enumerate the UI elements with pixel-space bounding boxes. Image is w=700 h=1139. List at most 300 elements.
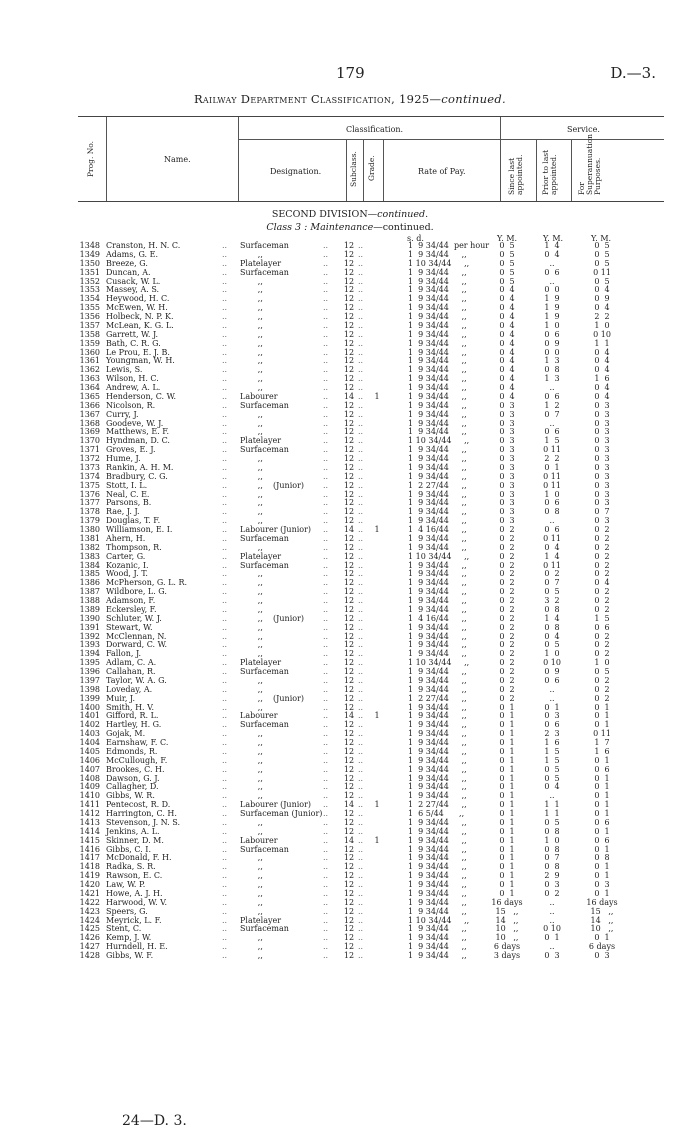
name-cell: Carter, G. xyxy=(106,551,146,561)
rate-of-pay-cell: 1 9 34/44 ,, xyxy=(408,880,467,889)
service-superannuation-cell: 0 1 xyxy=(594,755,610,765)
prog-no-cell: 1377 xyxy=(79,498,100,508)
grade-cell: 1 xyxy=(374,835,380,845)
leader-dots-cell: .. xyxy=(323,400,329,410)
service-since-last-cell: 0 1 xyxy=(499,791,515,801)
leader-dots-cell: .. xyxy=(358,738,364,747)
leader-dots-cell: .. xyxy=(222,693,228,703)
designation-cell: ,, xyxy=(240,906,263,916)
subclass-cell: 12 xyxy=(343,267,355,277)
service-since-last-cell: 0 4 xyxy=(499,338,515,348)
designation-cell: ,, xyxy=(240,631,263,641)
service-prior-last-cell: 1 1 xyxy=(544,809,560,818)
service-since-last-cell: 0 4 xyxy=(499,374,515,384)
subclass-cell: 12 xyxy=(343,942,355,952)
prog-no-cell: 1389 xyxy=(79,604,100,614)
rate-of-pay-cell: 1 9 34/44 ,, xyxy=(408,746,467,756)
rate-of-pay-cell: 1 9 34/44 ,, xyxy=(408,312,467,321)
subclass-cell: 12 xyxy=(343,480,355,490)
prog-no-cell: 1379 xyxy=(79,516,100,526)
service-since-last-cell: 0 1 xyxy=(499,773,515,783)
service-prior-last-cell: .. xyxy=(549,693,555,703)
leader-dots-cell: .. xyxy=(323,258,329,268)
service-superannuation-cell: 0 10 xyxy=(593,329,611,339)
leader-dots-cell: .. xyxy=(222,888,228,898)
subclass-cell: 12 xyxy=(343,951,355,960)
prog-no-cell: 1404 xyxy=(79,738,100,747)
leader-dots-cell: .. xyxy=(323,773,329,783)
designation-cell: ,, xyxy=(240,649,263,659)
subclass-cell: 12 xyxy=(343,924,355,934)
service-superannuation-cell: 0 2 xyxy=(594,560,610,570)
leader-dots-cell: .. xyxy=(222,880,228,889)
leader-dots-cell: .. xyxy=(222,631,228,641)
leader-dots-cell: .. xyxy=(323,285,329,295)
prog-no-cell: 1416 xyxy=(79,844,100,854)
leader-dots-cell: .. xyxy=(323,711,329,721)
name-cell: McDonald, F. H. xyxy=(106,853,172,863)
table-body xyxy=(0,242,700,961)
service-prior-last-cell: .. xyxy=(549,276,555,286)
name-cell: Heywood, H. C. xyxy=(106,294,170,304)
service-superannuation-cell: 0 2 xyxy=(594,533,610,543)
leader-dots-cell: .. xyxy=(358,853,364,863)
leader-dots-cell: .. xyxy=(222,791,228,801)
leader-dots-cell: .. xyxy=(358,480,364,490)
service-superannuation-cell: 0 1 xyxy=(594,791,610,801)
service-since-last-cell: 0 4 xyxy=(499,294,515,304)
leader-dots-cell: .. xyxy=(358,844,364,854)
rate-of-pay-cell: 1 9 34/44 ,, xyxy=(408,729,467,739)
service-since-last-cell: 0 2 xyxy=(499,622,515,632)
subclass-cell: 12 xyxy=(343,764,355,774)
designation-cell: Platelayer xyxy=(240,658,282,668)
service-superannuation-cell: 0 3 xyxy=(594,436,610,446)
prog-no-cell: 1359 xyxy=(79,338,100,348)
prog-no-cell: 1380 xyxy=(79,525,100,534)
rate-of-pay-cell: 1 9 34/44 ,, xyxy=(408,720,467,730)
leader-dots-cell: .. xyxy=(358,498,364,508)
class-heading xyxy=(0,222,700,233)
leader-dots-cell: .. xyxy=(222,853,228,863)
name-cell: Skinner, D. M. xyxy=(106,835,164,845)
service-since-last-cell: 0 4 xyxy=(499,347,515,357)
designation-cell: Surfaceman xyxy=(240,445,289,455)
leader-dots-cell: .. xyxy=(358,241,364,250)
leader-dots-cell: .. xyxy=(222,826,228,836)
designation-cell: Surfaceman xyxy=(240,400,289,410)
service-superannuation-cell: 1 5 xyxy=(594,613,610,623)
subclass-cell: 12 xyxy=(343,613,355,623)
service-prior-last-cell: 0 9 xyxy=(544,667,560,676)
prog-no-cell: 1351 xyxy=(79,267,100,277)
name-cell: Hurndell, H. E. xyxy=(106,942,168,952)
division-continued: continued. xyxy=(377,209,429,220)
service-since-last-cell: 0 5 xyxy=(499,258,515,268)
leader-dots-cell: .. xyxy=(323,294,329,304)
leader-dots-cell: .. xyxy=(222,817,228,827)
service-since-last-cell: 0 3 xyxy=(499,462,515,472)
service-since-last-cell: 0 3 xyxy=(499,471,515,481)
service-since-last-cell: 0 3 xyxy=(499,516,515,526)
leader-dots-cell: .. xyxy=(358,294,364,304)
service-prior-last-cell: 0 6 xyxy=(544,675,560,685)
subclass-cell: 12 xyxy=(343,897,355,907)
subclass-cell: 12 xyxy=(343,791,355,801)
leader-dots-cell: .. xyxy=(323,329,329,339)
designation-cell: ,, xyxy=(240,489,263,499)
leader-dots-cell: .. xyxy=(358,267,364,277)
subclass-cell: 12 xyxy=(343,738,355,747)
leader-dots-cell: .. xyxy=(358,693,364,703)
name-cell: Gibbs, W. F. xyxy=(106,951,154,960)
service-since-last-cell: 0 2 xyxy=(499,525,515,534)
leader-dots-cell: .. xyxy=(323,622,329,632)
leader-dots-cell: .. xyxy=(222,303,228,313)
prog-no-cell: 1406 xyxy=(79,755,100,765)
name-cell: Wilson, H. C. xyxy=(106,374,159,384)
leader-dots-cell: .. xyxy=(323,498,329,508)
leader-dots-cell: .. xyxy=(358,800,364,810)
prog-no-cell: 1403 xyxy=(79,729,100,739)
leader-dots-cell: .. xyxy=(358,383,364,392)
subclass-cell: 12 xyxy=(343,276,355,286)
prog-no-cell: 1350 xyxy=(79,258,100,268)
rate-of-pay-cell: 1 10 34/44 ,, xyxy=(408,258,470,268)
subclass-cell: 12 xyxy=(343,658,355,668)
designation-cell: ,, xyxy=(240,933,263,943)
service-since-last-cell: 0 5 xyxy=(499,267,515,277)
rate-of-pay-cell: 1 9 34/44 ,, xyxy=(408,862,467,872)
leader-dots-cell: .. xyxy=(358,640,364,650)
service-prior-last-cell: 1 5 xyxy=(544,755,560,765)
service-since-last-cell: 0 2 xyxy=(499,675,515,685)
header-grade: Grade. xyxy=(367,155,376,181)
leader-dots-cell: .. xyxy=(222,871,228,881)
division-title: SECOND DIVISION— xyxy=(271,209,378,220)
service-prior-last-cell: 1 3 xyxy=(544,374,560,384)
service-prior-last-cell: 0 1 xyxy=(544,462,560,472)
designation-cell: ,, xyxy=(240,622,263,632)
subclass-cell: 12 xyxy=(343,400,355,410)
subclass-cell: 14 xyxy=(343,525,355,534)
service-superannuation-cell: 0 2 xyxy=(594,587,610,597)
title-continued: continued. xyxy=(441,92,507,106)
leader-dots-cell: .. xyxy=(222,507,228,517)
service-since-last-cell: 3 days xyxy=(493,951,521,960)
subclass-cell: 12 xyxy=(343,826,355,836)
service-superannuation-cell: 1 1 xyxy=(594,338,610,348)
rate-of-pay-cell: 1 9 34/44 ,, xyxy=(408,826,467,836)
service-superannuation-cell: 0 5 xyxy=(594,667,610,676)
service-since-last-cell: 0 2 xyxy=(499,578,515,588)
leader-dots-cell: .. xyxy=(222,329,228,339)
leader-dots-cell: .. xyxy=(222,596,228,605)
service-superannuation-cell: 0 2 xyxy=(594,542,610,552)
service-prior-last-cell: 1 6 xyxy=(544,738,560,747)
service-prior-last-cell: 1 5 xyxy=(544,436,560,446)
service-prior-last-cell: 1 4 xyxy=(544,551,560,561)
leader-dots-cell: .. xyxy=(323,391,329,401)
service-since-last-cell: 0 2 xyxy=(499,649,515,659)
name-cell: Massey, A. S. xyxy=(106,285,160,295)
leader-dots-cell: .. xyxy=(358,613,364,623)
service-superannuation-cell: 15 ,, xyxy=(590,906,614,916)
leader-dots-cell: .. xyxy=(358,569,364,579)
name-cell: Edmonds, R. xyxy=(106,746,158,756)
rate-of-pay-cell: 1 9 34/44 ,, xyxy=(408,906,467,916)
prog-no-cell: 1367 xyxy=(79,409,100,419)
service-prior-last-cell: .. xyxy=(549,942,555,952)
service-prior-last-cell: 0 3 xyxy=(544,880,560,889)
service-superannuation-cell: 0 6 xyxy=(594,817,610,827)
designation-cell: ,, xyxy=(240,454,263,463)
leader-dots-cell: .. xyxy=(323,347,329,357)
leader-dots-cell: .. xyxy=(323,427,329,437)
grade-cell: 1 xyxy=(374,711,380,721)
service-since-last-cell: 0 2 xyxy=(499,631,515,641)
service-prior-last-cell: 0 2 xyxy=(544,569,560,579)
rate-of-pay-cell: 1 9 34/44 ,, xyxy=(408,604,467,614)
leader-dots-cell: .. xyxy=(323,613,329,623)
designation-cell: ,, xyxy=(240,347,263,357)
designation-cell: Platelayer xyxy=(240,551,282,561)
prog-no-cell: 1418 xyxy=(79,862,100,872)
leader-dots-cell: .. xyxy=(323,436,329,446)
rate-of-pay-cell: 1 9 34/44 ,, xyxy=(408,640,467,650)
leader-dots-cell: .. xyxy=(358,560,364,570)
leader-dots-cell: .. xyxy=(222,800,228,810)
leader-dots-cell: .. xyxy=(222,640,228,650)
service-prior-last-cell: 0 0 xyxy=(544,347,560,357)
leader-dots-cell: .. xyxy=(222,258,228,268)
service-prior-last-cell: 0 11 xyxy=(543,560,561,570)
header-rate: Rate of Pay. xyxy=(418,167,466,176)
subclass-cell: 12 xyxy=(343,436,355,446)
subclass-cell: 12 xyxy=(343,303,355,313)
leader-dots-cell: .. xyxy=(222,711,228,721)
prog-no-cell: 1349 xyxy=(79,249,100,259)
leader-dots-cell: .. xyxy=(358,622,364,632)
leader-dots-cell: .. xyxy=(358,578,364,588)
designation-cell: Surfaceman xyxy=(240,844,289,854)
prog-no-cell: 1402 xyxy=(79,720,100,730)
service-since-last-cell: 0 3 xyxy=(499,498,515,508)
leader-dots-cell: .. xyxy=(358,924,364,934)
designation-cell: ,, xyxy=(240,383,263,392)
service-superannuation-cell: 0 4 xyxy=(594,356,610,366)
name-cell: McClennan, N. xyxy=(106,631,167,641)
leader-dots-cell: .. xyxy=(323,942,329,952)
division-heading xyxy=(0,209,700,220)
service-since-last-cell: 0 1 xyxy=(499,826,515,836)
name-cell: Hartley, H. G. xyxy=(106,720,162,730)
leader-dots-cell: .. xyxy=(358,551,364,561)
service-prior-last-cell: 0 5 xyxy=(544,587,560,597)
subclass-cell: 12 xyxy=(343,551,355,561)
leader-dots-cell: .. xyxy=(323,738,329,747)
rate-of-pay-cell: 1 9 34/44 ,, xyxy=(408,755,467,765)
designation-cell: ,, xyxy=(240,365,263,375)
leader-dots-cell: .. xyxy=(358,711,364,721)
prog-no-cell: 1398 xyxy=(79,684,100,694)
prog-no-cell: 1381 xyxy=(79,533,100,543)
leader-dots-cell: .. xyxy=(323,809,329,818)
designation-cell: ,, xyxy=(240,862,263,872)
prog-no-cell: 1410 xyxy=(79,791,100,801)
service-superannuation-cell: 0 4 xyxy=(594,285,610,295)
subclass-cell: 12 xyxy=(343,631,355,641)
service-superannuation-cell: 0 5 xyxy=(594,258,610,268)
subclass-cell: 12 xyxy=(343,498,355,508)
rate-of-pay-cell: 1 9 34/44 ,, xyxy=(408,533,467,543)
name-cell: Speers, G. xyxy=(106,906,148,916)
leader-dots-cell: .. xyxy=(323,693,329,703)
prog-no-cell: 1374 xyxy=(79,471,100,481)
service-prior-last-cell: 0 4 xyxy=(544,542,560,552)
grade-cell: 1 xyxy=(374,800,380,810)
service-since-last-cell: 0 3 xyxy=(499,507,515,517)
leader-dots-cell: .. xyxy=(358,729,364,739)
leader-dots-cell: .. xyxy=(358,356,364,366)
subclass-cell: 12 xyxy=(343,383,355,392)
service-superannuation-cell: 0 9 xyxy=(594,294,610,304)
name-cell: Rankin, A. H. M. xyxy=(106,462,174,472)
rate-of-pay-cell: 1 9 34/44 ,, xyxy=(408,249,467,259)
subclass-cell: 12 xyxy=(343,888,355,898)
prog-no-cell: 1363 xyxy=(79,374,100,384)
service-since-last-cell: 0 4 xyxy=(499,303,515,313)
header-prog-no: Prog. No. xyxy=(86,140,95,177)
leader-dots-cell: .. xyxy=(358,746,364,756)
subclass-cell: 12 xyxy=(343,906,355,916)
designation-cell: ,, xyxy=(240,817,263,827)
designation-cell: ,, xyxy=(240,312,263,321)
prog-no-cell: 1414 xyxy=(79,826,100,836)
rate-of-pay-cell: 1 9 34/44 ,, xyxy=(408,622,467,632)
subclass-cell: 12 xyxy=(343,649,355,659)
subclass-cell: 12 xyxy=(343,604,355,614)
leader-dots-cell: .. xyxy=(323,951,329,960)
service-superannuation-cell: 0 1 xyxy=(594,809,610,818)
subclass-cell: 12 xyxy=(343,853,355,863)
leader-dots-cell: .. xyxy=(222,613,228,623)
leader-dots-cell: .. xyxy=(358,303,364,313)
service-superannuation-cell: 0 4 xyxy=(594,347,610,357)
rate-of-pay-cell: 1 9 34/44 ,, xyxy=(408,702,467,712)
subclass-cell: 14 xyxy=(343,391,355,401)
designation-cell: ,, xyxy=(240,640,263,650)
service-superannuation-cell: 0 2 xyxy=(594,596,610,605)
designation-cell: ,, xyxy=(240,471,263,481)
name-cell: McPherson, G. L. R. xyxy=(106,578,188,588)
leader-dots-cell: .. xyxy=(222,933,228,943)
rate-of-pay-cell: 1 9 34/44 ,, xyxy=(408,320,467,330)
name-cell: Stott, I. L. xyxy=(106,480,148,490)
grade-cell: 1 xyxy=(374,525,380,534)
subclass-cell: 12 xyxy=(343,533,355,543)
leader-dots-cell: .. xyxy=(323,418,329,428)
designation-cell: ,, xyxy=(240,329,263,339)
designation-cell: ,, xyxy=(240,746,263,756)
service-since-last-cell: 14 ,, xyxy=(495,915,519,925)
service-prior-last-cell: 1 2 xyxy=(544,400,560,410)
prog-no-cell: 1365 xyxy=(79,391,100,401)
rate-of-pay-cell: 1 9 34/44 ,, xyxy=(408,951,467,960)
unit-ym-3: Y. M. xyxy=(591,234,612,243)
service-prior-last-cell: 0 11 xyxy=(543,480,561,490)
leader-dots-cell: .. xyxy=(222,276,228,286)
name-cell: Gibbs, C. I. xyxy=(106,844,152,854)
service-prior-last-cell: 0 8 xyxy=(544,826,560,836)
leader-dots-cell: .. xyxy=(222,400,228,410)
rate-of-pay-cell: 1 9 34/44 ,, xyxy=(408,285,467,295)
leader-dots-cell: .. xyxy=(323,569,329,579)
designation-cell: Labourer xyxy=(240,391,278,401)
prog-no-cell: 1396 xyxy=(79,667,100,676)
rate-of-pay-cell: 1 9 34/44 ,, xyxy=(408,400,467,410)
prog-no-cell: 1355 xyxy=(79,303,100,313)
service-superannuation-cell: 0 3 xyxy=(594,427,610,437)
leader-dots-cell: .. xyxy=(222,569,228,579)
prog-no-cell: 1386 xyxy=(79,578,100,588)
leader-dots-cell: .. xyxy=(222,383,228,392)
subclass-cell: 12 xyxy=(343,640,355,650)
subclass-cell: 12 xyxy=(343,933,355,943)
name-cell: Wildbore, L. G. xyxy=(106,587,167,597)
rate-of-pay-cell: 1 9 34/44 ,, xyxy=(408,383,467,392)
leader-dots-cell: .. xyxy=(323,480,329,490)
name-cell: McCullough, F. xyxy=(106,755,168,765)
rate-of-pay-cell: 1 9 34/44 ,, xyxy=(408,356,467,366)
service-superannuation-cell: 0 3 xyxy=(594,400,610,410)
header-subclass: Subclass. xyxy=(349,151,358,187)
subclass-cell: 12 xyxy=(343,347,355,357)
service-superannuation-cell: 0 1 xyxy=(594,844,610,854)
subclass-cell: 12 xyxy=(343,471,355,481)
service-prior-last-cell: 2 3 xyxy=(544,729,560,739)
unit-ym-1: Y. M. xyxy=(497,234,518,243)
name-cell: Callagher, D. xyxy=(106,782,159,792)
table-header xyxy=(78,116,664,202)
leader-dots-cell: .. xyxy=(323,578,329,588)
service-since-last-cell: 0 2 xyxy=(499,684,515,694)
subclass-cell: 14 xyxy=(343,800,355,810)
leader-dots-cell: .. xyxy=(358,445,364,455)
class-name: Maintenance xyxy=(310,222,374,233)
rate-of-pay-cell: 1 9 34/44 ,, xyxy=(408,560,467,570)
leader-dots-cell: .. xyxy=(323,649,329,659)
service-prior-last-cell: 0 10 xyxy=(543,658,561,668)
leader-dots-cell: .. xyxy=(323,658,329,668)
leader-dots-cell: .. xyxy=(323,888,329,898)
leader-dots-cell: .. xyxy=(358,338,364,348)
designation-cell: ,, xyxy=(240,684,263,694)
service-since-last-cell: 0 3 xyxy=(499,427,515,437)
subclass-cell: 12 xyxy=(343,755,355,765)
designation-cell: ,, xyxy=(240,320,263,330)
leader-dots-cell: .. xyxy=(323,312,329,321)
designation-cell: ,, xyxy=(240,738,263,747)
prog-no-cell: 1411 xyxy=(79,800,100,810)
leader-dots-cell: .. xyxy=(358,942,364,952)
leader-dots-cell: .. xyxy=(358,276,364,286)
service-since-last-cell: 0 3 xyxy=(499,409,515,419)
designation-cell: ,, xyxy=(240,507,263,517)
service-prior-last-cell: 0 2 xyxy=(544,888,560,898)
subclass-cell: 12 xyxy=(343,667,355,676)
leader-dots-cell: .. xyxy=(222,942,228,952)
